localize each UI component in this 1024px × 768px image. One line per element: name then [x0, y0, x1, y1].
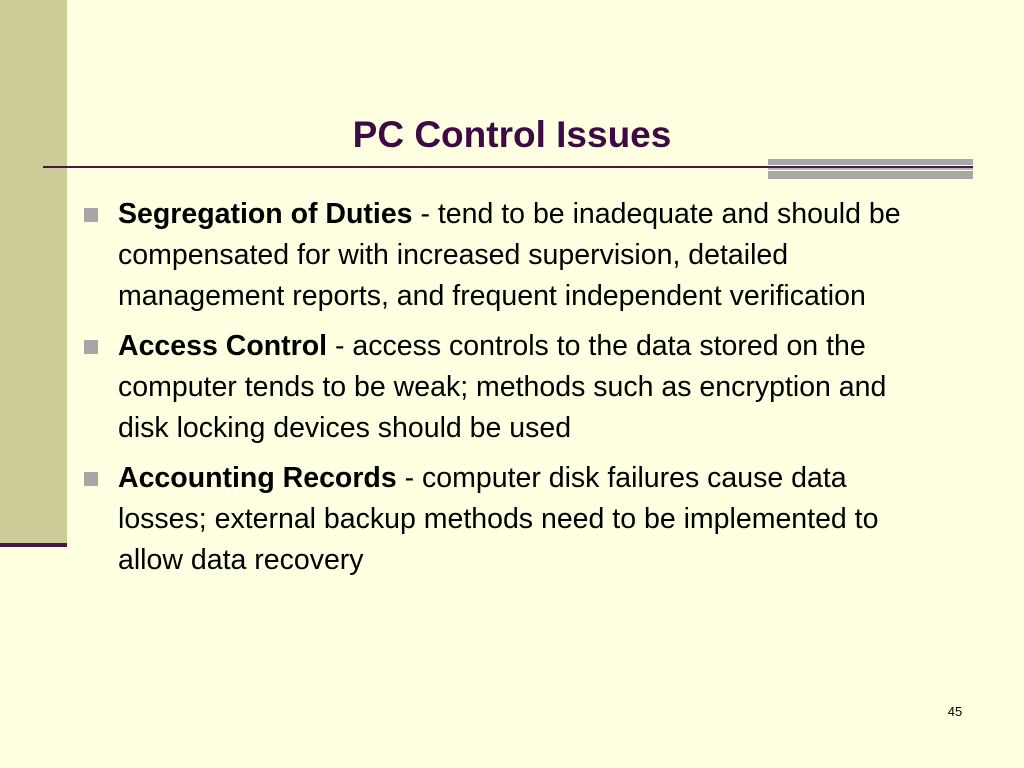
bullet-term: Access Control	[118, 330, 328, 362]
bullet-term: Segregation of Duties	[118, 198, 413, 230]
square-bullet-icon	[84, 472, 98, 486]
slide-title: PC Control Issues	[352, 114, 672, 155]
accent-bar-stripe	[768, 171, 973, 179]
left-decorative-band	[0, 0, 67, 543]
bullet-separator: -	[327, 330, 353, 362]
bullet-separator: -	[396, 462, 423, 494]
bullet-text: access controls to the data stored on the computer tends to be weak; methods such as encryption and disk locking devices should be used	[118, 330, 887, 444]
bullet-item	[84, 458, 934, 581]
square-bullet-icon	[84, 340, 98, 354]
bullet-term: Accounting Records	[118, 462, 397, 494]
bullet-item	[84, 194, 934, 317]
accent-bar-stripe	[768, 159, 973, 165]
bullet-item	[84, 326, 934, 449]
left-band-rule	[0, 543, 67, 547]
accent-bar	[768, 159, 973, 179]
square-bullet-icon	[84, 208, 98, 222]
bullet-text: computer disk failures cause data losses; external backup methods need to be implemented to allow data recovery	[118, 462, 879, 576]
bullet-list	[84, 194, 934, 590]
bullet-text: tend to be inadequate and should be compensated for with increased supervision, detailed management reports, and frequent independent verification	[118, 198, 901, 312]
accent-bar-stripe	[768, 168, 973, 170]
slide-number: 45	[947, 704, 963, 719]
bullet-separator: -	[412, 198, 438, 230]
